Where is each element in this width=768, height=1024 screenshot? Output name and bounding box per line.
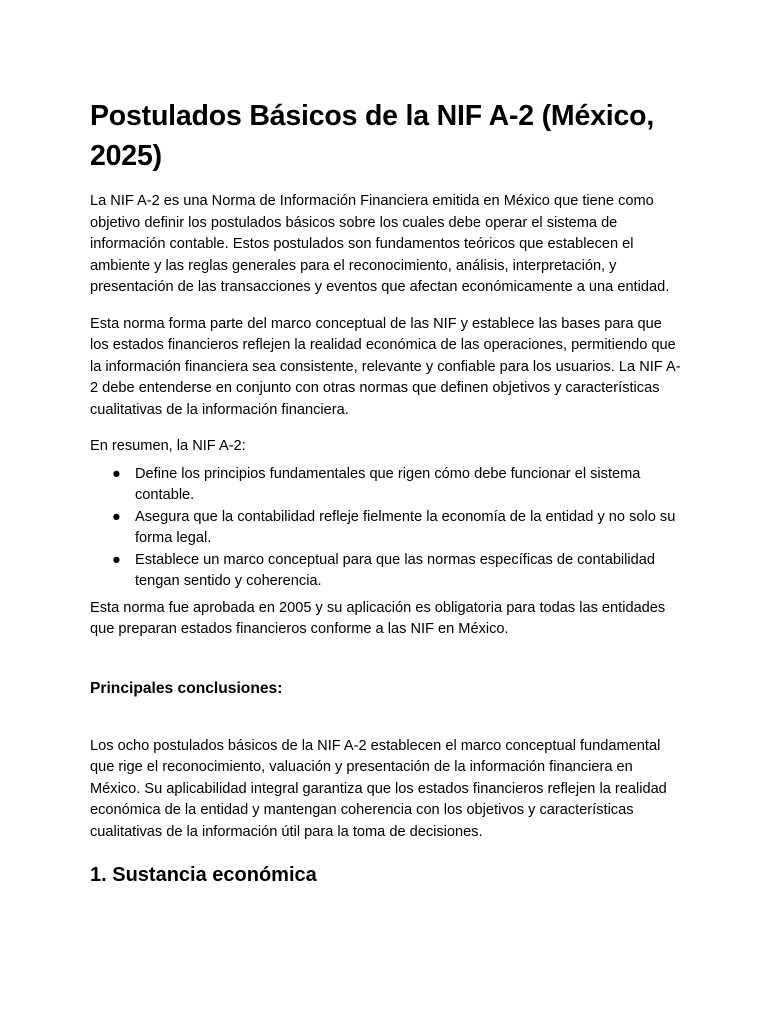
document-page	[90, 96, 682, 889]
document-title: Postulados Básicos de la NIF A-2 (México, 2025)	[90, 100, 655, 172]
summary-list	[90, 464, 682, 593]
bullet-icon: ●	[112, 465, 121, 482]
list-item-text: Define los principios fundamentales que rigen cómo debe funcionar el sistema contable.	[135, 465, 641, 503]
bullet-icon: ●	[112, 508, 121, 525]
conclusions-heading: Principales conclusiones:	[90, 679, 283, 697]
summary-intro: En resumen, la NIF A-2:	[90, 438, 246, 454]
approval-paragraph: Esta norma fue aprobada en 2005 y su aplicación es obligatoria para todas las entidades que preparan estados financieros conforme a las NIF en México.	[90, 599, 666, 637]
list-item-text: Asegura que la contabilidad refleje fielmente la economía de la entidad y no solo su forma legal.	[135, 508, 676, 546]
intro-paragraph-2: Esta norma forma parte del marco conceptual de las NIF y establece las bases para que los estados financieros reflejen la realidad económica de las operaciones, permitiendo que la información financiera sea consistente, relevante y confiable para los usuarios. La NIF A-2 debe entenderse en conjunto con otras normas que definen objetivos y características cualitativas de la información financiera.	[90, 315, 681, 418]
bullet-icon: ●	[112, 551, 121, 568]
conclusions-paragraph: Los ocho postulados básicos de la NIF A-2 establecen el marco conceptual fundamental que rige el reconocimiento, valuación y presentación de la información financiera en México. Su aplicabilidad integral garantiza que los estados financieros reflejen la realidad económica de la entidad y mantengan coherencia con los objetivos y características cualitativas de la información útil para la toma de decisiones.	[90, 737, 667, 840]
intro-paragraph-1: La NIF A-2 es una Norma de Información Financiera emitida en México que tiene como objetivo definir los postulados básicos sobre los cuales debe operar el sistema de información contable. Estos postulados son fundamentos teóricos que establecen el ambiente y las reglas generales para el reconocimiento, análisis, interpretación, y presentación de las transacciones y eventos que afectan económicamente a una entidad.	[90, 193, 670, 295]
list-item-text: Establece un marco conceptual para que las normas específicas de contabilidad tengan sentido y coherencia.	[135, 551, 656, 589]
section-heading-sustancia-economica: 1. Sustancia económica	[90, 864, 317, 886]
list-item	[90, 464, 682, 507]
list-item	[90, 550, 682, 593]
list-item	[90, 507, 682, 550]
